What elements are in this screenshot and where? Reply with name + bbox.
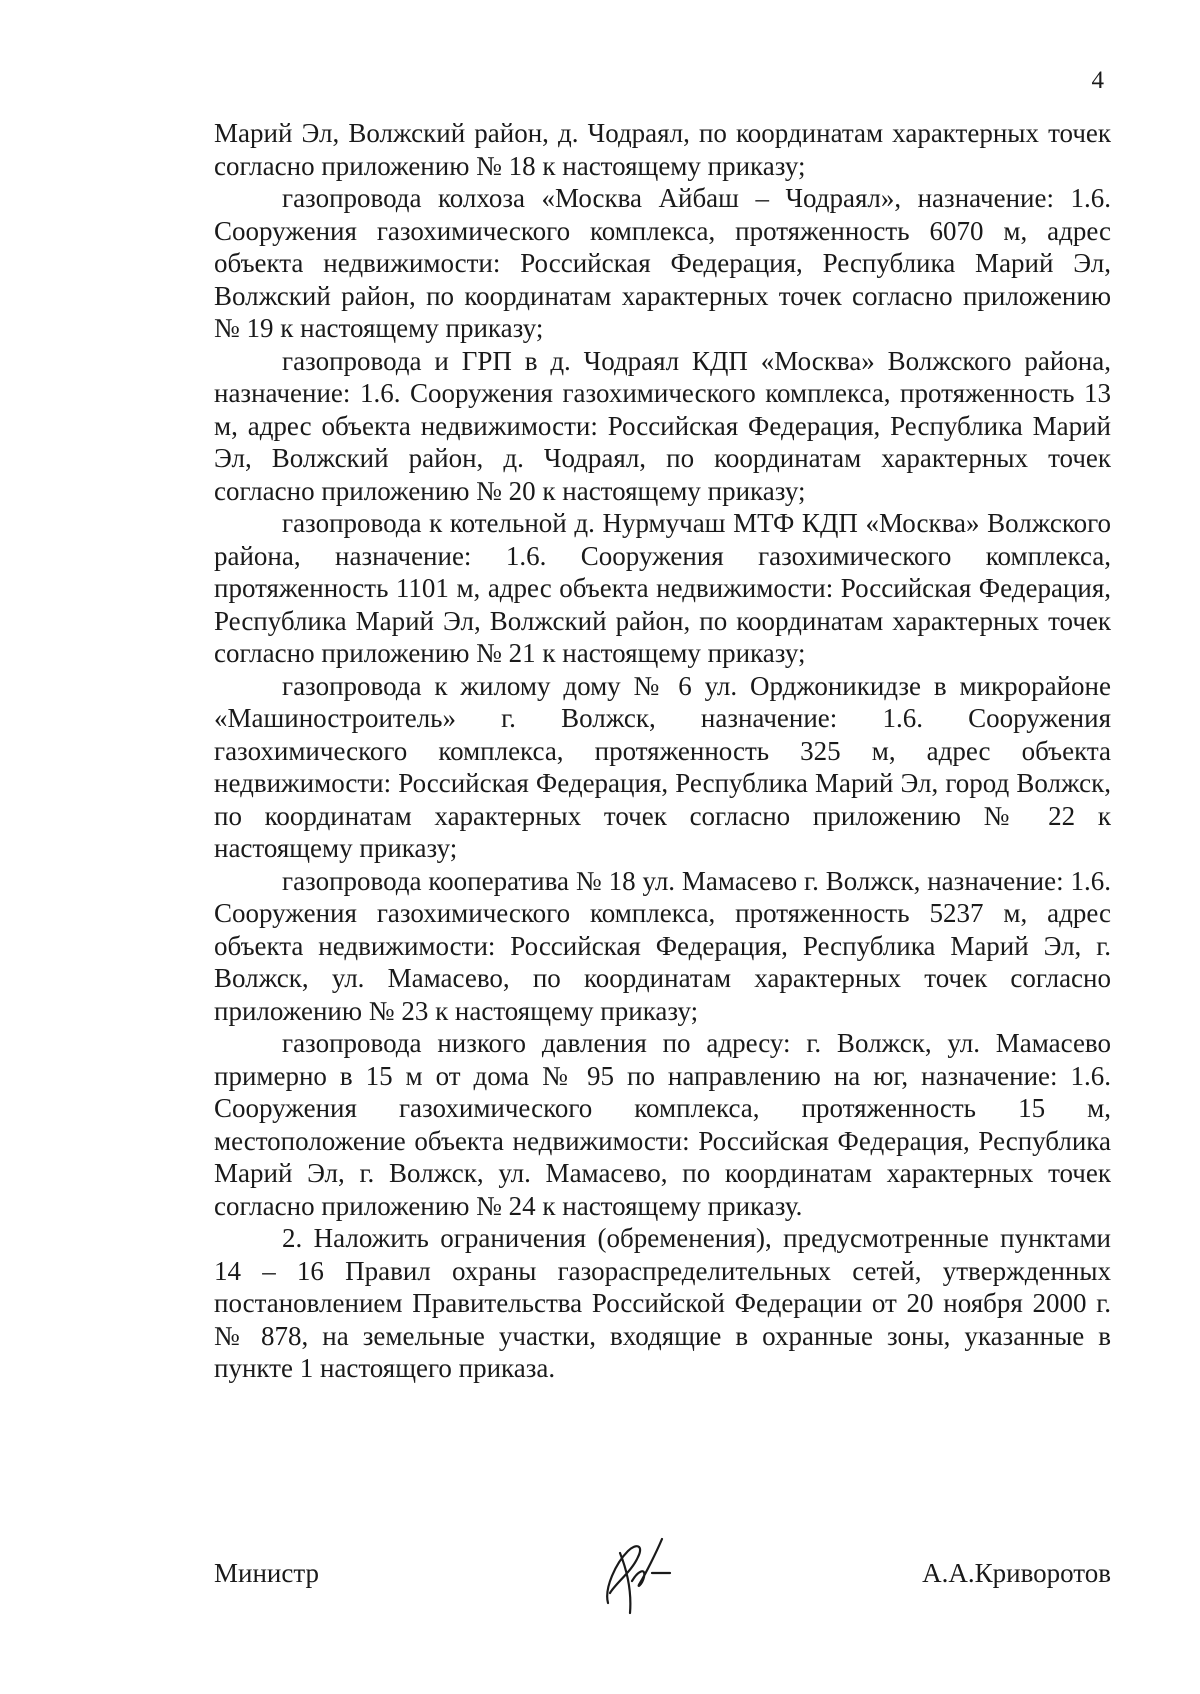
paragraph: газопровода и ГРП в д. Чодраял КДП «Москва» Волжского района, назначение: 1.6. Сооружения газохимического комплекса, протяженность 13 м, адрес объекта недвижимости: Российская Федерация, Республика Марий Эл, Волжский район, д. Чодраял, по координатам характерных точек согласно приложению № 20 к настоящему приказу;	[214, 345, 1111, 506]
paragraph: газопровода кооператива № 18 ул. Мамасево г. Волжск, назначение: 1.6. Сооружения газохимического комплекса, протяженность 5237 м, адрес объекта недвижимости: Российская Федерация, Республика Марий Эл, г. Волжск, ул. Мамасево, по координатам характерных точек согласно приложению № 23 к настоящему приказу;	[214, 865, 1111, 1026]
paragraph-continuation: Марий Эл, Волжский район, д. Чодраял, по координатам характерных точек согласно приложению № 18 к настоящему приказу;	[214, 118, 1111, 181]
document-body	[214, 117, 1111, 1385]
paragraph: газопровода к котельной д. Нурмучаш МТФ КДП «Москва» Волжского района, назначение: 1.6. Сооружения газохимического комплекса, протяженность 1101 м, адрес объекта недвижимости: Российская Федерация, Республика Марий Эл, Волжский район, по координатам характерных точек согласно приложению № 21 к настоящему приказу;	[214, 508, 1111, 668]
paragraph: газопровода колхоза «Москва Айбаш – Чодраял», назначение: 1.6. Сооружения газохимического комплекса, протяженность 6070 м, адрес объекта недвижимости: Российская Федерация, Республика Марий Эл, Волжский район, по координатам характерных точек согласно приложению № 19 к настоящему приказу;	[214, 183, 1111, 343]
paragraph-item-2: 2. Наложить ограничения (обременения), предусмотренные пунктами 14 – 16 Правил охраны газораспределительных сетей, утвержденных постановлением Правительства Российской Федерации от 20 ноября 2000 г. № 878, на земельные участки, входящие в охранные зоны, указанные в пункте 1 настоящего приказа.	[214, 1223, 1111, 1383]
signatory-name: А.А.Криворотов	[922, 1558, 1111, 1588]
handwritten-signature	[586, 1533, 696, 1623]
paragraph: газопровода к жилому дому № 6 ул. Орджоникидзе в микрорайоне «Машиностроитель» г. Волжск, назначение: 1.6. Сооружения газохимического комплекса, протяженность 325 м, адрес объекта недвижимости: Российская Федерация, Республика Марий Эл, город Волжск, по координатам характерных точек согласно приложению № 22 к настоящему приказу;	[214, 670, 1111, 863]
signature-block	[214, 1533, 1111, 1623]
page-number: 4	[1091, 67, 1104, 94]
paragraph: газопровода низкого давления по адресу: г. Волжск, ул. Мамасево примерно в 15 м от дома № 95 по направлению на юг, назначение: 1.6. Сооружения газохимического комплекса, протяженность 15 м, местоположение объекта недвижимости: Российская Федерация, Республика Марий Эл, г. Волжск, ул. Мамасево, по координатам характерных точек согласно приложению № 24 к настоящему приказу.	[214, 1028, 1111, 1221]
signatory-position: Министр	[214, 1558, 319, 1588]
